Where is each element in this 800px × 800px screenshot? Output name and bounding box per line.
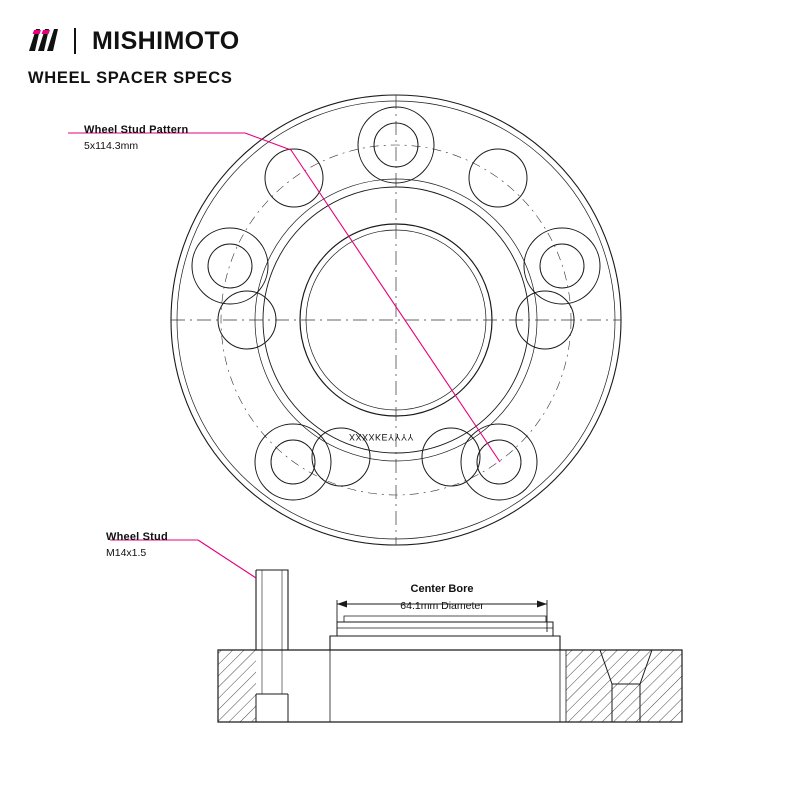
- callout-value: 5x114.3mm: [84, 140, 139, 152]
- brand-name: MISHIMOTO: [92, 26, 240, 55]
- callout-title: Wheel Stud: [106, 531, 168, 543]
- callout-center-bore: [337, 583, 547, 612]
- callout-title: Wheel Stud Pattern: [84, 124, 189, 136]
- callout-value: 64.1mm Diameter: [400, 600, 484, 612]
- callout-value: M14x1.5: [106, 547, 147, 559]
- stud-pattern-leader: [68, 133, 500, 462]
- callout-wheel-stud: [106, 531, 168, 559]
- front-view: [171, 95, 621, 545]
- callout-title: Center Bore: [410, 583, 474, 595]
- page-title: WHEEL SPACER SPECS: [28, 69, 233, 87]
- callout-wheel-stud-pattern: [84, 124, 188, 152]
- etched-part-marking: XXXXKEYYYY: [349, 432, 415, 442]
